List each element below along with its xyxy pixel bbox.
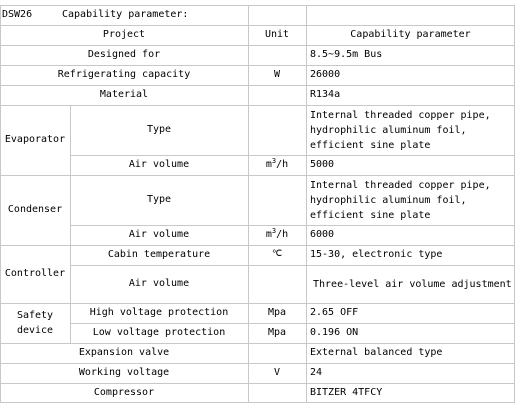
condenser-type-line: hydrophilic aluminum foil, [310, 195, 467, 206]
evaporator-type-value [310, 108, 491, 153]
condenser-air-volume-label: Air volume [128, 229, 190, 240]
unit-refrigerating-capacity: W [273, 69, 281, 80]
unit-superscript: 3 [271, 157, 277, 165]
grid-line [0, 363, 515, 364]
grid-line [0, 85, 515, 86]
low-voltage-protection-value: 0.196 ON [310, 327, 359, 338]
grid-line [0, 303, 515, 304]
evaporator-air-volume-label: Air volume [128, 159, 190, 170]
condenser-type-line: efficient sine plate [310, 210, 431, 221]
grid-line [70, 323, 515, 324]
unit-tail: /h [276, 229, 289, 240]
value-compressor: BITZER 4TFCY [310, 387, 383, 398]
low-voltage-protection-unit: Mpa [267, 327, 287, 338]
group-label-controller: Controller [4, 268, 66, 279]
grid-line [0, 25, 515, 26]
grid-line [0, 5, 515, 6]
column-header-parameter: Capability parameter [350, 29, 471, 40]
controller-air-volume-value: Three-level air volume adjustment [313, 279, 512, 290]
grid-line [0, 175, 515, 176]
evaporator-type-line: Internal threaded copper pipe, [310, 110, 491, 121]
table-caption: Capability parameter: [62, 9, 189, 20]
cabin-temperature-label: Cabin temperature [107, 249, 211, 260]
grid-line [70, 265, 515, 266]
cabin-temperature-unit: ℃ [271, 249, 283, 259]
value-designed-for: 8.5~9.5m Bus [310, 49, 383, 60]
grid-line [70, 155, 515, 156]
unit-base: m [265, 229, 272, 240]
grid-line [70, 225, 515, 226]
evaporator-type-line: efficient sine plate [310, 140, 431, 151]
condenser-type-line: Internal threaded copper pipe, [310, 180, 491, 191]
grid-line [0, 45, 515, 46]
row-label-compressor: Compressor [93, 387, 155, 398]
unit-base: m [265, 159, 272, 170]
evaporator-type-line: hydrophilic aluminum foil, [310, 125, 467, 136]
high-voltage-protection-label: High voltage protection [89, 307, 229, 318]
cabin-temperature-value: 15-30, electronic type [310, 249, 443, 260]
condenser-type-value [310, 178, 491, 223]
condenser-air-volume-value: 6000 [310, 229, 335, 240]
evaporator-type-label: Type [146, 124, 172, 135]
group-label-condenser: Condenser [7, 204, 63, 215]
grid-line [0, 343, 515, 344]
high-voltage-protection-unit: Mpa [267, 307, 287, 318]
grid-line [0, 245, 515, 246]
grid-line [0, 65, 515, 66]
low-voltage-protection-label: Low voltage protection [92, 327, 226, 338]
condenser-type-label: Type [146, 194, 172, 205]
evaporator-air-volume-value: 5000 [310, 159, 335, 170]
grid-line [248, 5, 249, 403]
row-label-material: Material [99, 89, 149, 100]
grid-line [306, 5, 307, 403]
value-working-voltage: 24 [310, 367, 323, 378]
column-header-unit: Unit [264, 29, 290, 40]
high-voltage-protection-value: 2.65 OFF [310, 307, 359, 318]
column-header-project: Project [102, 29, 146, 40]
group-label-safety-device [0, 308, 70, 338]
group-label-evaporator: Evaporator [4, 134, 66, 145]
safety-group-line: Safety [16, 310, 54, 321]
row-label-working-voltage: Working voltage [78, 367, 170, 378]
row-label-expansion-valve: Expansion valve [78, 347, 170, 358]
safety-group-line: device [16, 325, 54, 336]
value-material: R134a [310, 89, 341, 100]
value-expansion-valve: External balanced type [310, 347, 443, 358]
row-label-designed-for: Designed for [87, 49, 161, 60]
controller-air-volume-label: Air volume [128, 278, 190, 289]
condenser-air-volume-unit [248, 227, 306, 242]
evaporator-air-volume-unit [248, 157, 306, 172]
grid-line [0, 383, 515, 384]
unit-superscript: 3 [271, 227, 277, 235]
grid-line [0, 105, 515, 106]
unit-tail: /h [276, 159, 289, 170]
value-refrigerating-capacity: 26000 [310, 69, 341, 80]
row-label-refrigerating-capacity: Refrigerating capacity [57, 69, 191, 80]
model-label: DSW26 [2, 9, 33, 20]
unit-working-voltage: V [273, 367, 281, 378]
